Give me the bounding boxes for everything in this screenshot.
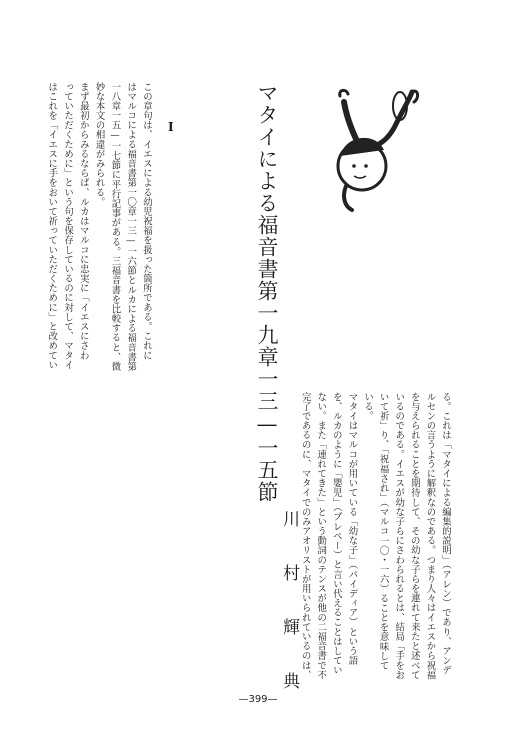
section-heading: I bbox=[168, 120, 174, 134]
body-line: ない。また「連れてきた」という動詞のテンスが他の二福音書で不 bbox=[315, 392, 327, 680]
page-title: マタイによる福音書第一九章一三—一五節 bbox=[255, 82, 279, 503]
author-name: 川 村 輝 典 bbox=[279, 510, 299, 699]
body-line: を与えられることを期待して、その幼な子らを連れて来たと述べて bbox=[408, 392, 420, 680]
body-line: 完了であるのに、マタイでのみアオリストが用いられているのは、 bbox=[299, 392, 311, 680]
body-text-lower bbox=[299, 392, 453, 680]
page-number: —399— bbox=[238, 694, 278, 705]
body-line: いるのである。イエスが幼な子らにさわられるとは、結局「手をお bbox=[393, 392, 405, 680]
body-line: いて祈」り、「祝福され」（マルコ一〇・一六）ることを意味して bbox=[377, 392, 389, 671]
body-line: マタイはマルコが用いている「幼な子」（パイディア）という語 bbox=[346, 392, 358, 666]
body-line: はマルコによる福音書第一〇章一三—一六節とルカによる福音書第 bbox=[125, 82, 137, 372]
body-line: いる。 bbox=[362, 392, 374, 421]
body-line: 一八章一五—一七節に平行記事がある。三福音書を比較すると、微 bbox=[109, 82, 121, 372]
body-line: る。これは「マタイによる編集的説明」（アレン）であり、アンデ bbox=[440, 392, 451, 676]
body-line: を、ルカのように「嬰児」（ブレペー）と言い代えることはしてい bbox=[330, 392, 342, 676]
body-line: 妙な本文の相違がみられる。 bbox=[93, 82, 105, 207]
body-line: まず最初からみるならば、ルカはマルコに忠実に「イエスにさわ bbox=[77, 82, 89, 361]
body-text-upper bbox=[42, 82, 154, 374]
body-line: っていただくために」という句を保存しているのに対して、マタイ bbox=[62, 82, 74, 370]
child-figure-illustration bbox=[326, 84, 422, 214]
body-line: ルセンの言うように解釈なのである。つまり人々はイエスから祝福 bbox=[424, 392, 436, 680]
body-line: はこれを「イエスに手をおいて祈っていただくために」と改めてい bbox=[46, 82, 58, 370]
body-line: この章句は、イエスによる幼児祝福を扱った箇所である。これに bbox=[141, 82, 152, 361]
